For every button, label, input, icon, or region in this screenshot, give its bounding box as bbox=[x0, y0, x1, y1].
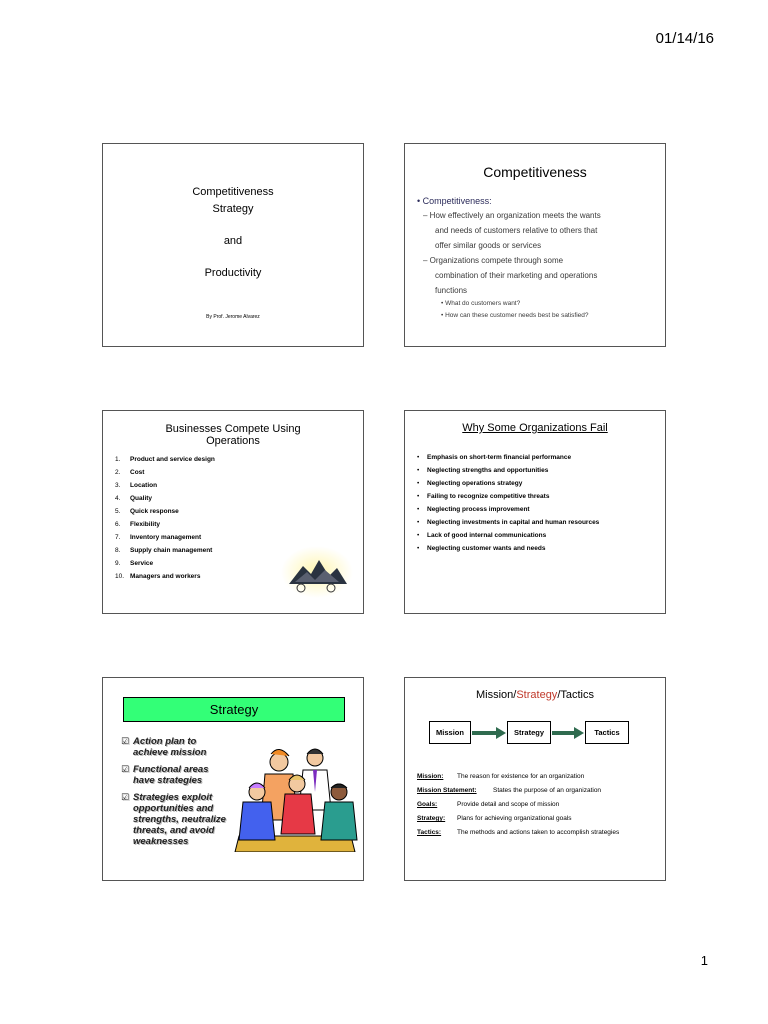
slide-businesses-compete bbox=[102, 410, 364, 614]
team-meeting-clipart bbox=[231, 740, 363, 852]
byline: By Prof. Jerome Alvarez bbox=[206, 314, 260, 320]
bullet-competitiveness: • Competitiveness: bbox=[417, 196, 492, 206]
list-item: • Neglecting investments in capital and human resources bbox=[427, 516, 599, 529]
arrow-right-icon bbox=[552, 727, 584, 739]
sub-bullet-text: – How effectively an organization meets the wants bbox=[423, 211, 601, 220]
list-item: 9. Service bbox=[115, 560, 154, 567]
sub-bullet-text: offer similar goods or services bbox=[435, 241, 542, 250]
slide-heading: Mission/Strategy/Tactics bbox=[476, 689, 594, 701]
slide-heading: Why Some Organizations Fail bbox=[462, 422, 608, 434]
racing-cyclists-image bbox=[281, 546, 353, 598]
slide-heading: Competitiveness bbox=[483, 164, 587, 180]
strategy-heading: Strategy bbox=[123, 697, 345, 722]
sub-bullet-text: – Organizations compete through some bbox=[423, 256, 564, 265]
arrow-right-icon bbox=[472, 727, 506, 739]
sub-bullet-text: functions bbox=[435, 286, 468, 295]
flow-box-strategy: Strategy bbox=[507, 721, 551, 744]
heading-line-2: Operations bbox=[206, 435, 260, 447]
list-item: 1. Product and service design bbox=[115, 456, 215, 463]
list-item: 2. Cost bbox=[115, 469, 145, 476]
checkbox-icon: ☑ bbox=[121, 736, 130, 746]
slide-why-organizations-fail bbox=[404, 410, 666, 614]
list-item: 7. Inventory management bbox=[115, 534, 202, 541]
operations-list bbox=[115, 453, 215, 583]
flow-box-tactics: Tactics bbox=[585, 721, 629, 744]
title-line-4: Productivity bbox=[204, 267, 262, 279]
strategy-bullet-3: ☑ Strategies exploit opportunities and strengths, neutralize threats, and avoid weaknesses bbox=[121, 792, 226, 847]
title-line-3: and bbox=[223, 235, 243, 247]
slide-competitiveness bbox=[404, 143, 666, 347]
definition-row: Strategy: Plans for achieving organizational goals bbox=[417, 815, 572, 822]
slide-mission-strategy-tactics bbox=[404, 677, 666, 881]
list-item: • Emphasis on short-term financial performance bbox=[427, 451, 599, 464]
list-item: • Neglecting operations strategy bbox=[427, 477, 599, 490]
sub-bullet-text: combination of their marketing and operations bbox=[435, 271, 598, 280]
list-item: • Neglecting customer wants and needs bbox=[427, 542, 599, 555]
page-number: 1 bbox=[700, 953, 708, 968]
definition-row: Goals: Provide detail and scope of mission bbox=[417, 801, 560, 808]
list-item: 6. Flexibility bbox=[115, 521, 160, 528]
list-item: • Failing to recognize competitive threats bbox=[427, 490, 599, 503]
checkbox-icon: ☑ bbox=[121, 764, 130, 774]
list-item: 8. Supply chain management bbox=[115, 547, 213, 554]
heading-line-1: Businesses Compete Using bbox=[165, 423, 301, 435]
question-2: • How can these customer needs best be satisfied? bbox=[441, 312, 589, 319]
list-item: 5. Quick response bbox=[115, 508, 179, 515]
question-1: • What do customers want? bbox=[441, 300, 521, 307]
title-line-1: Competitiveness bbox=[192, 186, 274, 198]
slide-title bbox=[102, 143, 364, 347]
strategy-bullet-1: ☑ Action plan to achieve mission bbox=[121, 736, 207, 758]
sub-bullet-text: and needs of customers relative to others that bbox=[435, 226, 598, 235]
page-date: 01/14/16 bbox=[655, 30, 714, 47]
list-item: 10. Managers and workers bbox=[115, 573, 201, 580]
list-item: • Neglecting process improvement bbox=[427, 503, 599, 516]
list-item: 3. Location bbox=[115, 482, 158, 489]
definition-row: Mission Statement: States the purpose of an organization bbox=[417, 787, 602, 794]
title-line-2: Strategy bbox=[212, 203, 254, 215]
checkbox-icon: ☑ bbox=[121, 792, 130, 802]
list-item: 4. Quality bbox=[115, 495, 153, 502]
slide-heading bbox=[103, 423, 363, 447]
strategy-bullet-2: ☑ Functional areas have strategies bbox=[121, 764, 209, 786]
flow-box-mission: Mission bbox=[429, 721, 471, 744]
failure-reasons-list bbox=[427, 451, 599, 555]
list-item: • Neglecting strengths and opportunities bbox=[427, 464, 599, 477]
slide-strategy bbox=[102, 677, 364, 881]
definition-row: Mission: The reason for existence for an organization bbox=[417, 773, 585, 780]
definition-row: Tactics: The methods and actions taken to accomplish strategies bbox=[417, 829, 620, 836]
list-item: • Lack of good internal communications bbox=[427, 529, 599, 542]
